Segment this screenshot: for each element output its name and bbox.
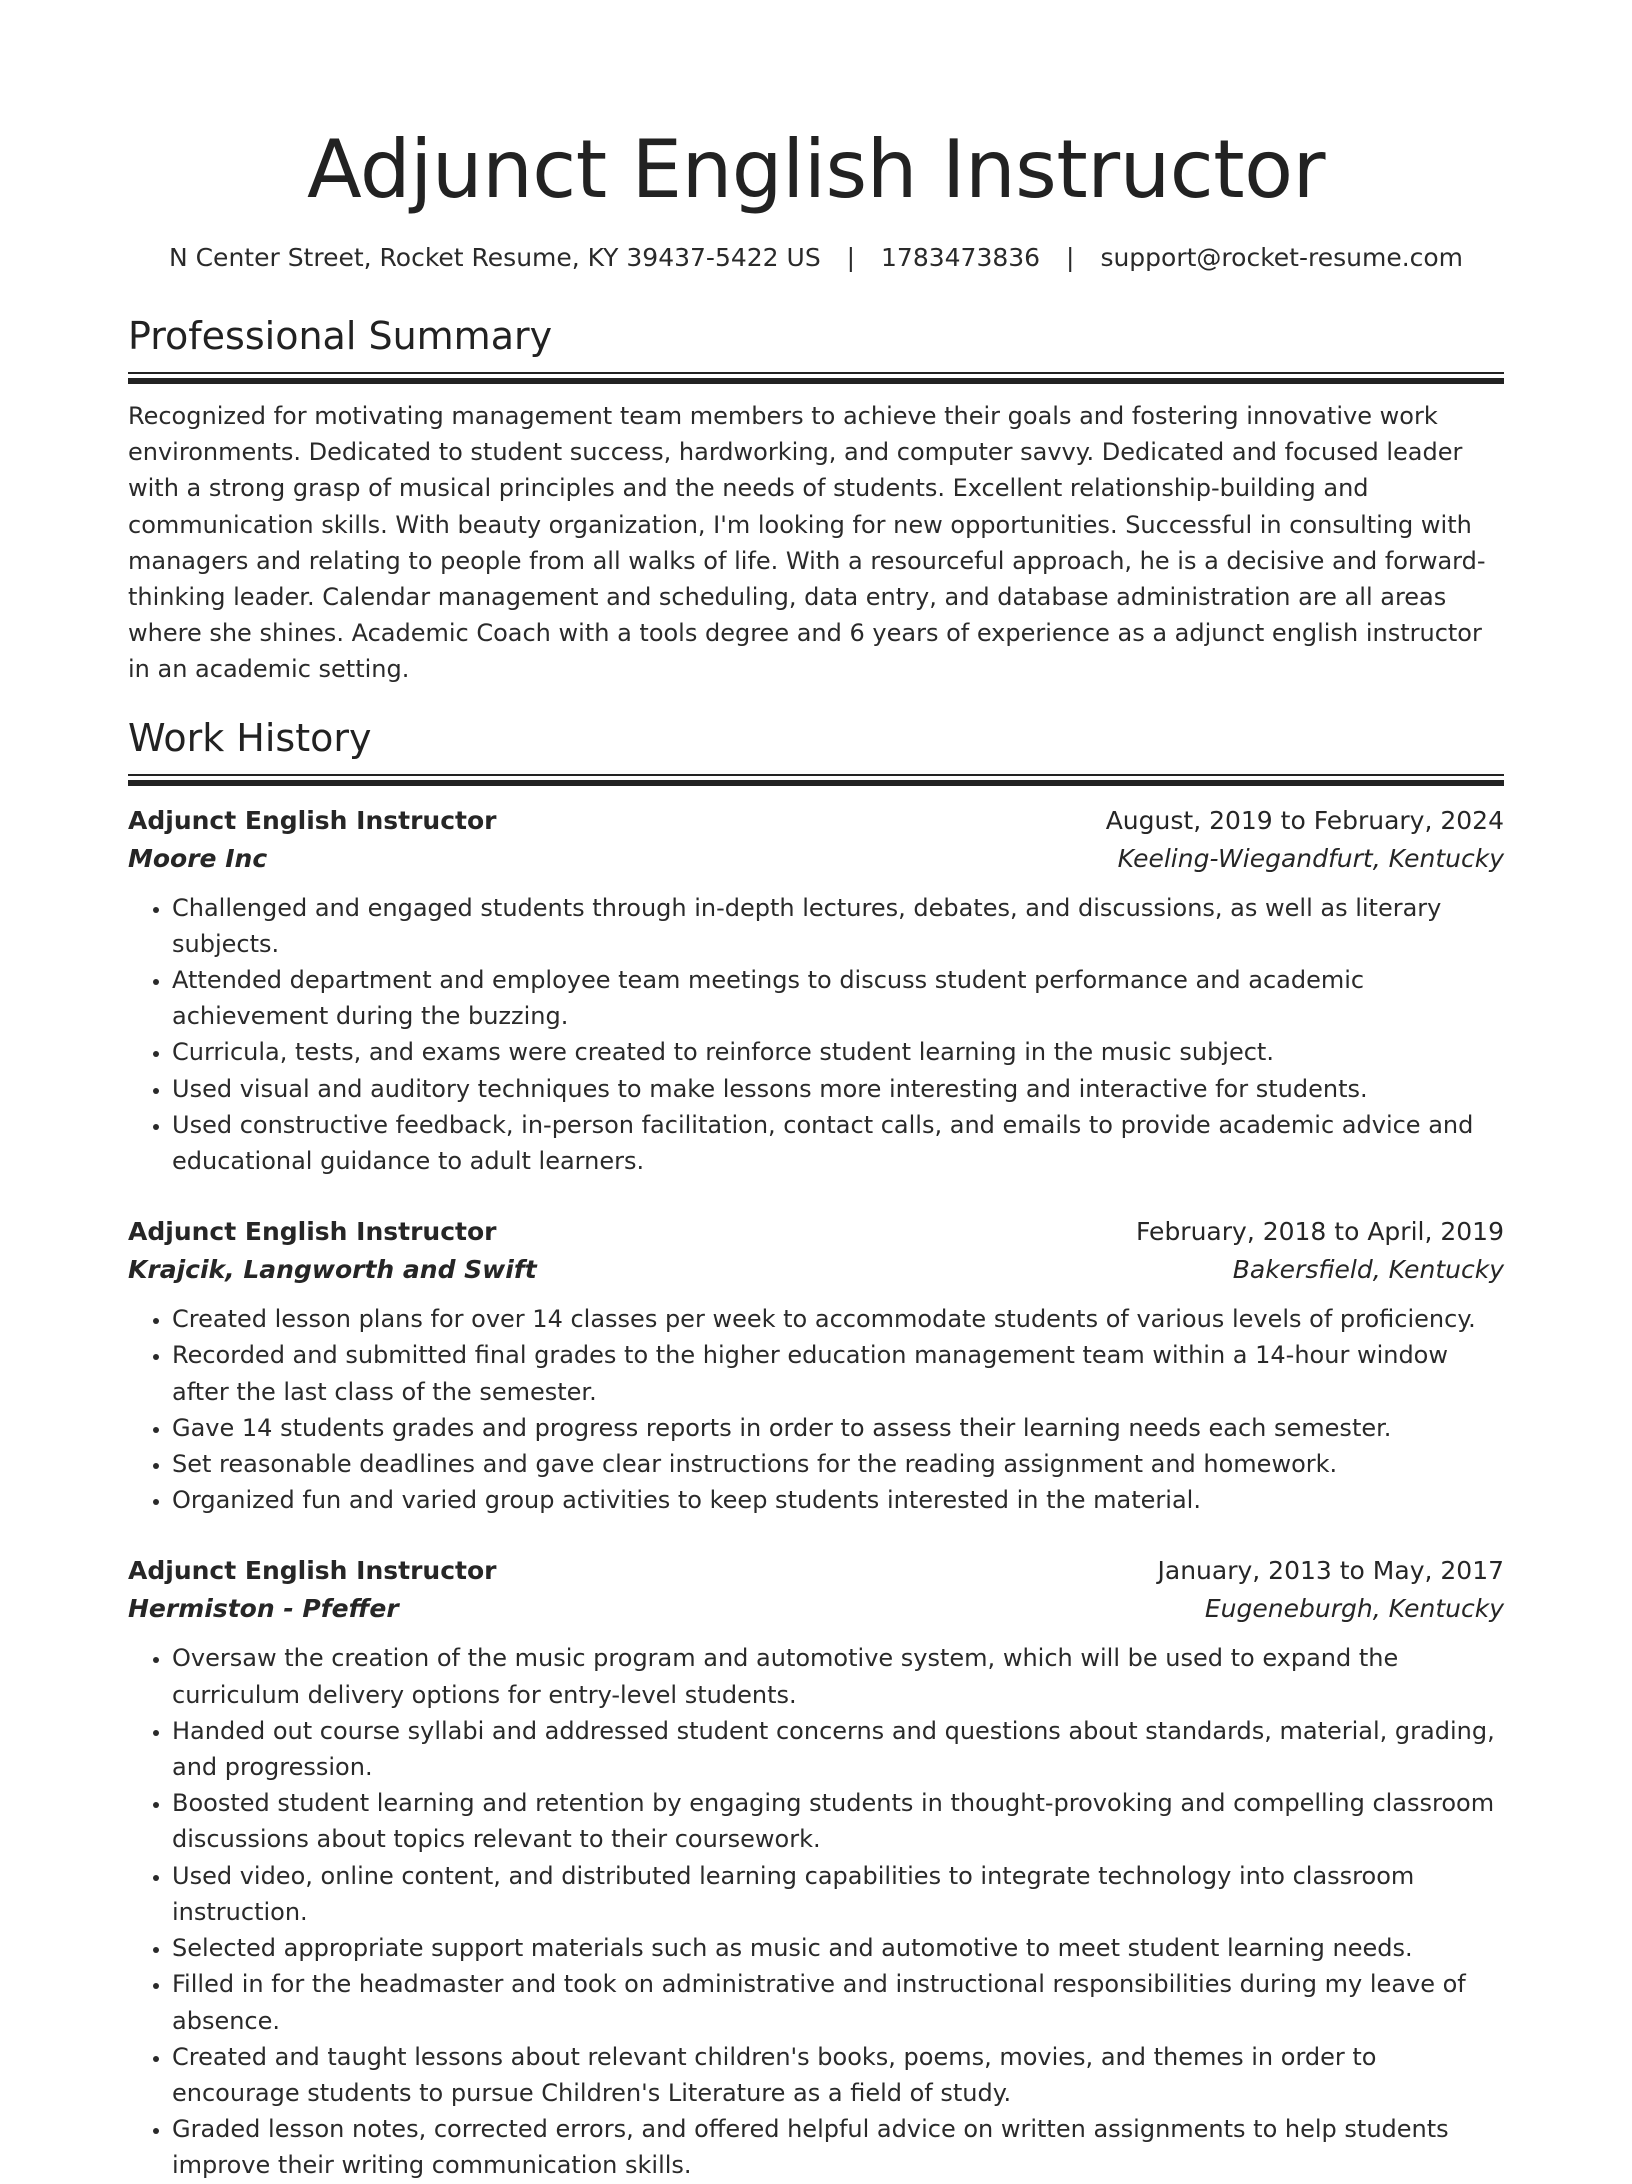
job-entry [128, 802, 1504, 1180]
job-bullet: • Boosted student learning and retention by engaging students in thought-provoking and compelling classroom discussions about topics relevant to their coursework. [172, 1785, 1504, 1857]
contact-address: N Center Street, Rocket Resume, KY 39437-5422 US [168, 243, 821, 272]
job-bullet: • Curricula, tests, and exams were created to reinforce student learning in the music subject. [172, 1034, 1504, 1070]
job-bullet: • Organized fun and varied group activities to keep students interested in the material. [172, 1482, 1504, 1518]
job-bullet: • Used visual and auditory techniques to make lessons more interesting and interactive for students. [172, 1071, 1504, 1107]
job-list [128, 802, 1504, 2184]
resume-title: Adjunct English Instructor [307, 123, 1325, 216]
job-title: Adjunct English Instructor [128, 1217, 497, 1247]
contact-line [128, 242, 1504, 274]
job-entry [128, 1552, 1504, 2183]
job-location: Keeling-Wiegandfurt, Kentucky [1117, 843, 1504, 873]
job-bullet: • Filled in for the headmaster and took on administrative and instructional responsibilities during my leave of absence. [172, 1966, 1504, 2038]
job-bullet: • Selected appropriate support materials such as music and automotive to meet student learning needs. [172, 1930, 1504, 1966]
section-divider [128, 372, 1504, 384]
job-bullets [128, 890, 1504, 1180]
summary-section [128, 312, 1504, 688]
job-bullet: • Oversaw the creation of the music program and automotive system, which will be used to expand the curriculum delivery options for entry-level students. [172, 1640, 1504, 1712]
job-bullet: • Used video, online content, and distributed learning capabilities to integrate technology into classroom instruction. [172, 1858, 1504, 1930]
job-bullet: • Used constructive feedback, in-person facilitation, contact calls, and emails to provide academic advice and educational guidance to adult learners. [172, 1107, 1504, 1179]
job-dates: August, 2019 to February, 2024 [1105, 805, 1504, 835]
contact-phone: 1783473836 [881, 243, 1041, 272]
summary-text: Recognized for motivating management team members to achieve their goals and fostering innovative work environments. Dedicated to student success, hardworking, and computer savvy. Dedicated and focused leader with a strong grasp of musical principles and the needs of students. Excellent relationship-building and communication skills. With beauty organization, I'm looking for new opportunities. Successful in consulting with managers and relating to people from all walks of life. With a resourceful approach, he is a decisive and forward-thinking leader. Calendar management and scheduling, data entry, and database administration are all areas where she shines. Academic Coach with a tools degree and 6 years of experience as a adjunct english instructor in an academic setting. [128, 402, 1486, 684]
job-bullet: • Set reasonable deadlines and gave clear instructions for the reading assignment and homework. [172, 1446, 1504, 1482]
job-bullet: • Created lesson plans for over 14 classes per week to accommodate students of various levels of proficiency. [172, 1301, 1504, 1337]
job-bullet: • Created and taught lessons about relevant children's books, poems, movies, and themes in order to encourage students to pursue Children's Literature as a field of study. [172, 2039, 1504, 2111]
job-dates: January, 2013 to May, 2017 [1157, 1556, 1504, 1586]
contact-separator: | [1066, 243, 1075, 272]
job-company: Moore Inc [128, 843, 268, 873]
job-location: Eugeneburgh, Kentucky [1204, 1594, 1504, 1624]
job-bullets [128, 1301, 1504, 1518]
job-company: Hermiston - Pfeffer [128, 1594, 399, 1624]
job-title: Adjunct English Instructor [128, 805, 497, 835]
job-bullet: • Attended department and employee team meetings to discuss student performance and academic achievement during the buzzing. [172, 962, 1504, 1034]
job-bullet: • Graded lesson notes, corrected errors, and offered helpful advice on written assignments to help students improve their writing communication skills. [172, 2111, 1504, 2183]
job-company: Krajcik, Langworth and Swift [128, 1255, 537, 1285]
contact-separator: | [846, 243, 856, 272]
job-entry [128, 1213, 1504, 1518]
work-history-section [128, 714, 1504, 2184]
job-bullet: • Gave 14 students grades and progress reports in order to assess their learning needs each semester. [172, 1410, 1504, 1446]
job-location: Bakersfield, Kentucky [1232, 1255, 1504, 1285]
summary-heading: Professional Summary [128, 314, 553, 358]
job-title: Adjunct English Instructor [128, 1556, 497, 1586]
job-bullets [128, 1640, 1504, 2183]
job-bullet: • Challenged and engaged students through in-depth lectures, debates, and discussions, as well as literary subjects. [172, 890, 1504, 962]
job-dates: February, 2018 to April, 2019 [1136, 1217, 1504, 1247]
work-history-heading: Work History [128, 715, 372, 760]
job-bullet: • Handed out course syllabi and addressed student concerns and questions about standards, material, grading, and progression. [172, 1713, 1504, 1785]
contact-email: support@rocket-resume.com [1100, 243, 1464, 272]
section-divider [128, 774, 1504, 786]
job-bullet: • Recorded and submitted final grades to the higher education management team within a 14-hour window after the last class of the semester. [172, 1337, 1504, 1409]
